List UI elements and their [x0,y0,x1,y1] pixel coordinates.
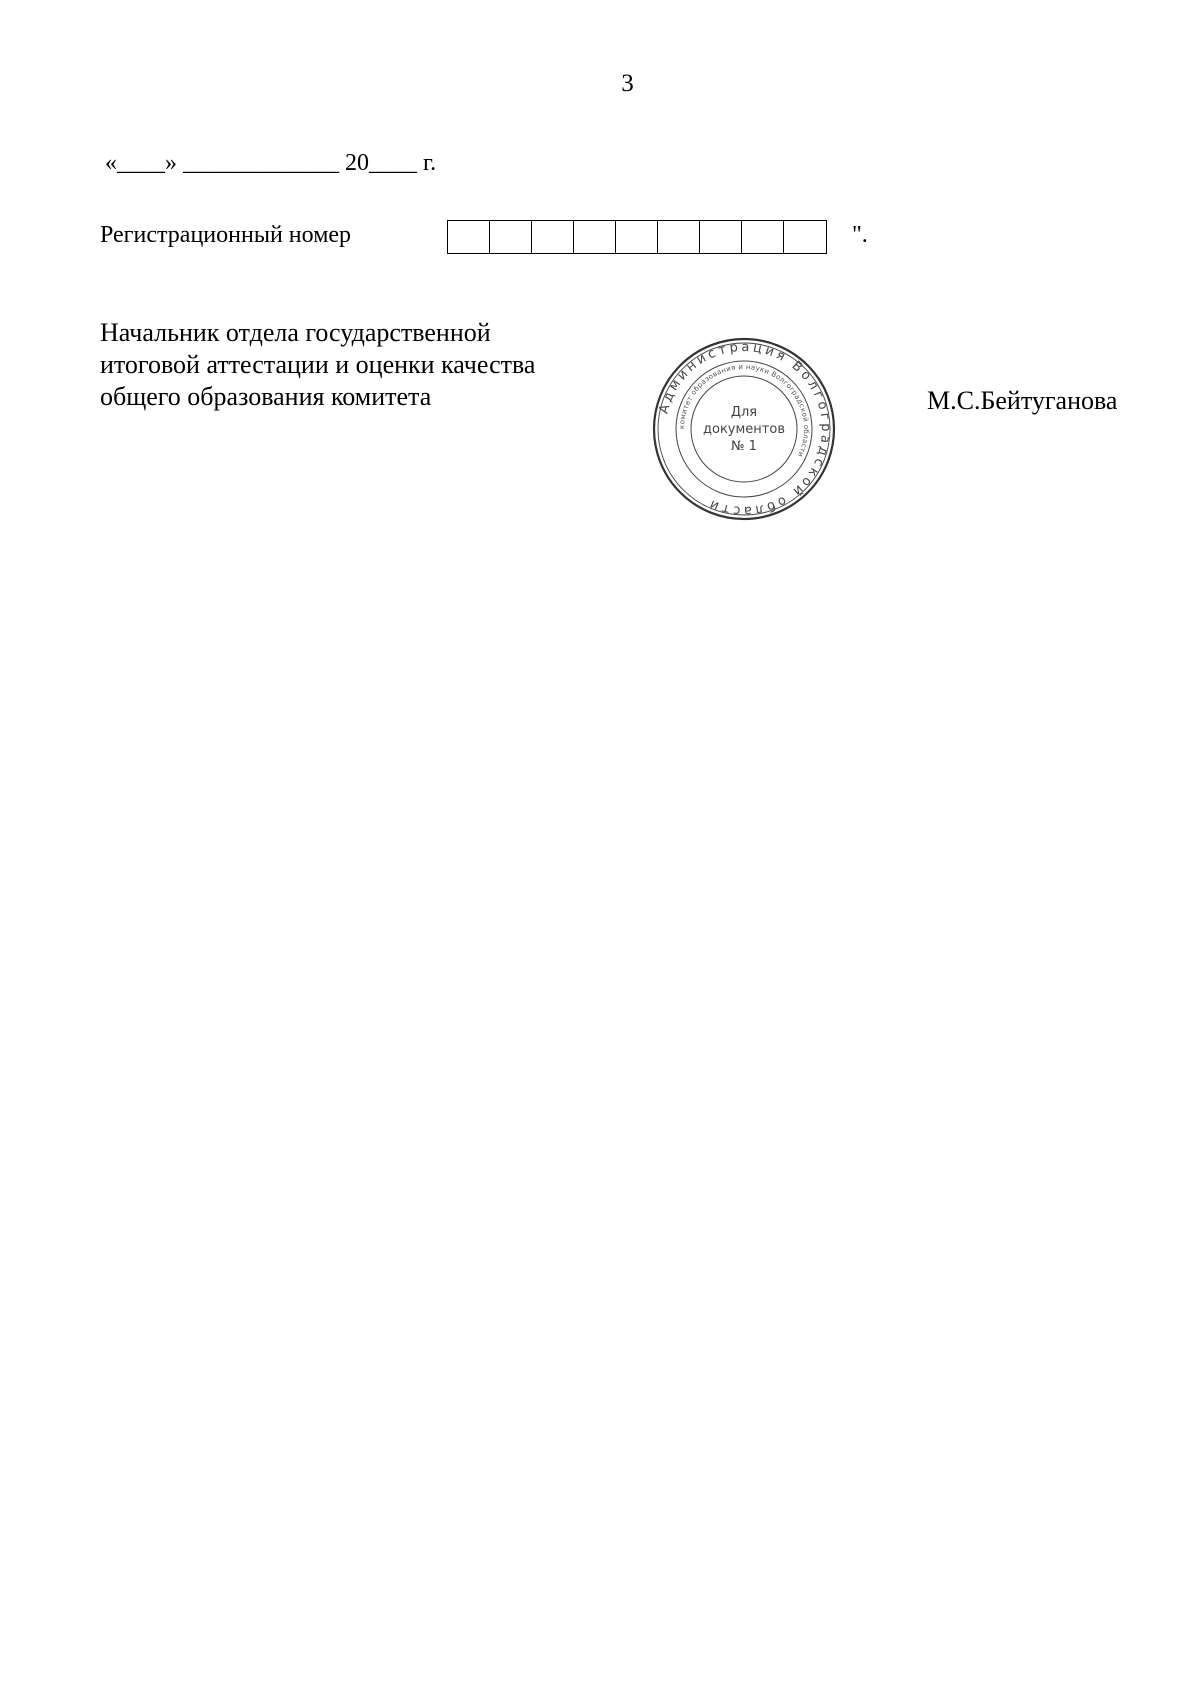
position-line: общего образования комитета [100,382,432,411]
stamp-center-line: Для [730,405,758,420]
registration-digit-box [658,221,700,253]
registration-digit-box [448,221,490,253]
registration-digit-box [700,221,742,253]
stamp-outer-text: Администрация Волгоградской области [656,339,834,519]
official-stamp [651,336,837,522]
position-line: Начальник отдела государственной [100,318,491,347]
position-title [100,317,535,413]
registration-digit-box [784,221,826,253]
registration-label: Регистрационный номер [100,222,352,248]
registration-digit-box [616,221,658,253]
signer-name: М.С.Бейтуганова [927,386,1118,415]
registration-digit-box [490,221,532,253]
registration-digit-box [532,221,574,253]
registration-digit-box [742,221,784,253]
position-line: итоговой аттестации и оценки качества [100,350,536,379]
page-number: 3 [621,70,634,97]
stamp-inner-text: комитет образования и науки Волгоградской области [677,362,811,459]
registration-digit-box [574,221,616,253]
stamp-center-line: документов [703,422,785,437]
registration-suffix: ". [852,222,868,248]
stamp-center-line: № 1 [731,439,757,454]
date-line: «____» _____________ 20____ г. [105,150,437,176]
registration-number-boxes [447,220,827,254]
